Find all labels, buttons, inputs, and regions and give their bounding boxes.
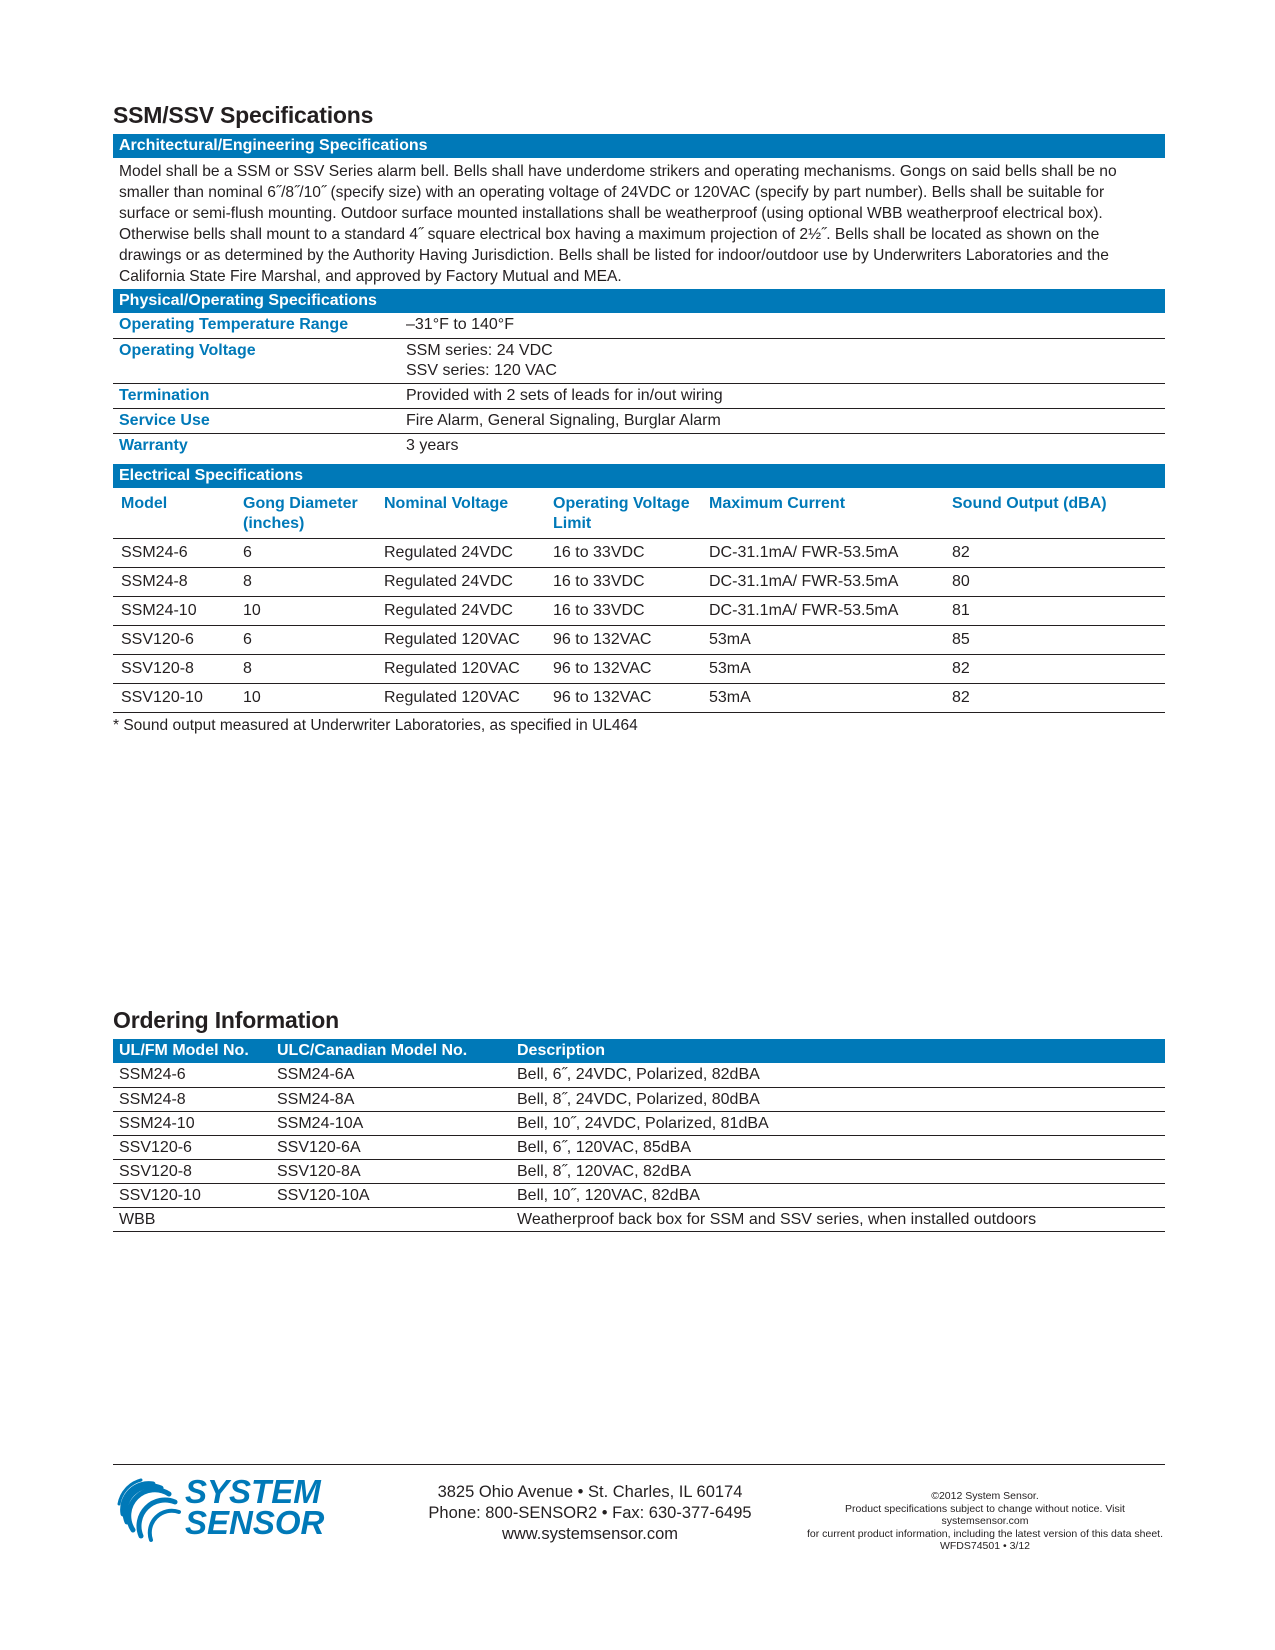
column-header: Nominal Voltage <box>384 495 509 512</box>
cell: Bell, 8˝, 24VDC, Polarized, 80dBA <box>511 1087 1165 1111</box>
system-sensor-logo <box>113 1474 363 1546</box>
column-header: Gong Diameter (inches) <box>243 495 358 532</box>
cell: SSV120-8 <box>113 1159 271 1183</box>
cell: SSM24-10 <box>113 597 235 626</box>
cell: SSV120-6 <box>113 626 235 655</box>
cell: 82 <box>944 539 1165 568</box>
cell: Regulated 120VAC <box>376 684 545 713</box>
cell: SSM24-8A <box>271 1087 511 1111</box>
cell: 96 to 132VAC <box>545 626 701 655</box>
logo-text-line: SYSTEM <box>185 1473 321 1510</box>
cell: 85 <box>944 626 1165 655</box>
table-row <box>113 1135 1165 1159</box>
cell: SSM24-10A <box>271 1111 511 1135</box>
cell: SSV120-6 <box>113 1135 271 1159</box>
column-header: UL/FM Model No. <box>119 1042 249 1059</box>
cell: WBB <box>113 1207 271 1231</box>
phys-label: Warranty <box>119 436 188 454</box>
cell: 16 to 33VDC <box>545 568 701 597</box>
spec-sheet-page <box>113 100 1165 735</box>
cell: 96 to 132VAC <box>545 655 701 684</box>
cell: Bell, 6˝, 24VDC, Polarized, 82dBA <box>511 1063 1165 1087</box>
cell: 82 <box>944 684 1165 713</box>
cell: Regulated 120VAC <box>376 626 545 655</box>
cell: 10 <box>235 597 376 626</box>
table-row <box>113 626 1165 655</box>
cell: Bell, 6˝, 120VAC, 85dBA <box>511 1135 1165 1159</box>
table-row <box>113 1183 1165 1207</box>
cell: 16 to 33VDC <box>545 539 701 568</box>
cell: 53mA <box>701 684 944 713</box>
table-row <box>113 338 1165 383</box>
phys-value: Provided with 2 sets of leads for in/out wiring <box>400 383 1165 408</box>
address-line: 3825 Ohio Avenue • St. Charles, IL 60174 <box>437 1483 743 1501</box>
cell: 10 <box>235 684 376 713</box>
phys-value-line: SSM series: 24 VDC <box>406 341 553 359</box>
cell: 6 <box>235 626 376 655</box>
ordering-table <box>113 1039 1165 1232</box>
arch-spec-text: Model shall be a SSM or SSV Series alarm bell. Bells shall have underdome strikers and operating mechanisms. Gongs on said bells shall be no smaller than nominal 6˝/8˝/10˝ (specify size) with an operating voltage of 24VDC or 120VAC (specify by part number). Bells shall be suitable for surface or semi-flush mounting. Outdoor surface mounted installations shall be weatherproof (using optional WBB weatherproof electrical box). Otherwise bells shall mount to a standard 4˝ square electrical box having a maximum projection of 2½˝. Bells shall be located as shown on the drawings or as determined by the Authority Having Jurisdiction. Bells shall be listed for indoor/outdoor use by Underwriters Laboratories and the California State Fire Marshal, and approved by Factory Mutual and MEA. <box>119 163 1117 285</box>
table-row <box>113 1063 1165 1087</box>
ordering-section <box>113 1005 1165 1232</box>
legal-line: Product specifications subject to change without notice. Visit systemsensor.com <box>845 1502 1125 1527</box>
cell: Regulated 24VDC <box>376 597 545 626</box>
table-row <box>113 1087 1165 1111</box>
cell: 96 to 132VAC <box>545 684 701 713</box>
specs-title: SSM/SSV Specifications <box>113 102 374 128</box>
phys-label: Service Use <box>113 408 400 433</box>
column-header: Maximum Current <box>709 495 846 512</box>
website-link[interactable]: www.systemsensor.com <box>501 1525 679 1543</box>
column-header: ULC/Canadian Model No. <box>277 1042 468 1059</box>
cell: 82 <box>944 655 1165 684</box>
logo-text-line: SENSOR <box>185 1504 325 1541</box>
column-header: Description <box>517 1042 606 1059</box>
elec-spec-table <box>113 488 1165 713</box>
cell: Bell, 10˝, 24VDC, Polarized, 81dBA <box>511 1111 1165 1135</box>
phys-value-line: SSV series: 120 VAC <box>406 361 557 379</box>
footer-divider <box>113 1464 1165 1465</box>
cell: SSM24-6 <box>113 1063 271 1087</box>
cell: SSM24-8 <box>113 568 235 597</box>
cell: 6 <box>235 539 376 568</box>
table-row <box>113 383 1165 408</box>
cell: SSM24-6A <box>271 1063 511 1087</box>
sound-output-footnote: * Sound output measured at Underwriter Laboratories, as specified in UL464 <box>113 717 638 734</box>
cell: SSV120-8A <box>271 1159 511 1183</box>
cell: Regulated 24VDC <box>376 568 545 597</box>
table-row <box>113 597 1165 626</box>
legal-notice <box>805 1490 1165 1553</box>
phys-spec-table <box>113 313 1165 458</box>
phys-label: Termination <box>113 383 400 408</box>
cell: Bell, 8˝, 120VAC, 82dBA <box>511 1159 1165 1183</box>
cell: 53mA <box>701 655 944 684</box>
cell <box>271 1207 511 1231</box>
phone-line: Phone: 800-SENSOR2 • Fax: 630-377-6495 <box>428 1504 752 1522</box>
phys-label: Operating Temperature Range <box>113 313 400 338</box>
table-row <box>113 408 1165 433</box>
phys-value: –31°F to 140°F <box>400 313 1165 338</box>
cell: 53mA <box>701 626 944 655</box>
table-row <box>113 568 1165 597</box>
table-row <box>113 313 1165 338</box>
column-header: Sound Output (dBA) <box>952 495 1107 512</box>
cell: SSV120-8 <box>113 655 235 684</box>
phys-value: 3 years <box>406 436 459 454</box>
table-row <box>113 1207 1165 1231</box>
cell: 16 to 33VDC <box>545 597 701 626</box>
cell: SSV120-10A <box>271 1183 511 1207</box>
cell: Regulated 120VAC <box>376 655 545 684</box>
cell: SSV120-6A <box>271 1135 511 1159</box>
cell: DC-31.1mA/ FWR-53.5mA <box>701 568 944 597</box>
cell: SSV120-10 <box>113 1183 271 1207</box>
phys-value: Fire Alarm, General Signaling, Burglar Alarm <box>400 408 1165 433</box>
column-header: Model <box>121 495 168 512</box>
company-address-block <box>420 1482 760 1545</box>
table-row <box>113 655 1165 684</box>
ordering-header-row <box>113 1039 1165 1063</box>
table-row <box>113 1159 1165 1183</box>
cell: DC-31.1mA/ FWR-53.5mA <box>701 539 944 568</box>
phys-label: Operating Voltage <box>113 338 400 383</box>
cell: SSM24-6 <box>113 539 235 568</box>
elec-header-row <box>113 488 1165 539</box>
elec-spec-header: Electrical Specifications <box>113 464 1165 488</box>
legal-line: for current product information, including the latest version of this data sheet. <box>806 1527 1164 1540</box>
cell: 8 <box>235 568 376 597</box>
cell: Regulated 24VDC <box>376 539 545 568</box>
phys-value <box>400 338 1165 383</box>
table-row <box>113 1111 1165 1135</box>
cell: DC-31.1mA/ FWR-53.5mA <box>701 597 944 626</box>
table-row <box>113 684 1165 713</box>
arch-spec-header: Architectural/Engineering Specifications <box>113 134 1165 158</box>
copyright: ©2012 System Sensor. <box>931 1490 1039 1502</box>
cell: SSM24-8 <box>113 1087 271 1111</box>
cell: 81 <box>944 597 1165 626</box>
cell: SSM24-10 <box>113 1111 271 1135</box>
cell: SSV120-10 <box>113 684 235 713</box>
column-header: Operating Voltage Limit <box>553 495 690 532</box>
ordering-title: Ordering Information <box>113 1007 340 1033</box>
cell: Bell, 10˝, 120VAC, 82dBA <box>511 1183 1165 1207</box>
cell: 80 <box>944 568 1165 597</box>
table-row <box>113 539 1165 568</box>
cell: 8 <box>235 655 376 684</box>
cell: Weatherproof back box for SSM and SSV series, when installed outdoors <box>511 1207 1165 1231</box>
phys-spec-header: Physical/Operating Specifications <box>113 289 1165 313</box>
document-id: WFDS74501 • 3/12 <box>939 1540 1031 1552</box>
table-row <box>113 433 1165 458</box>
